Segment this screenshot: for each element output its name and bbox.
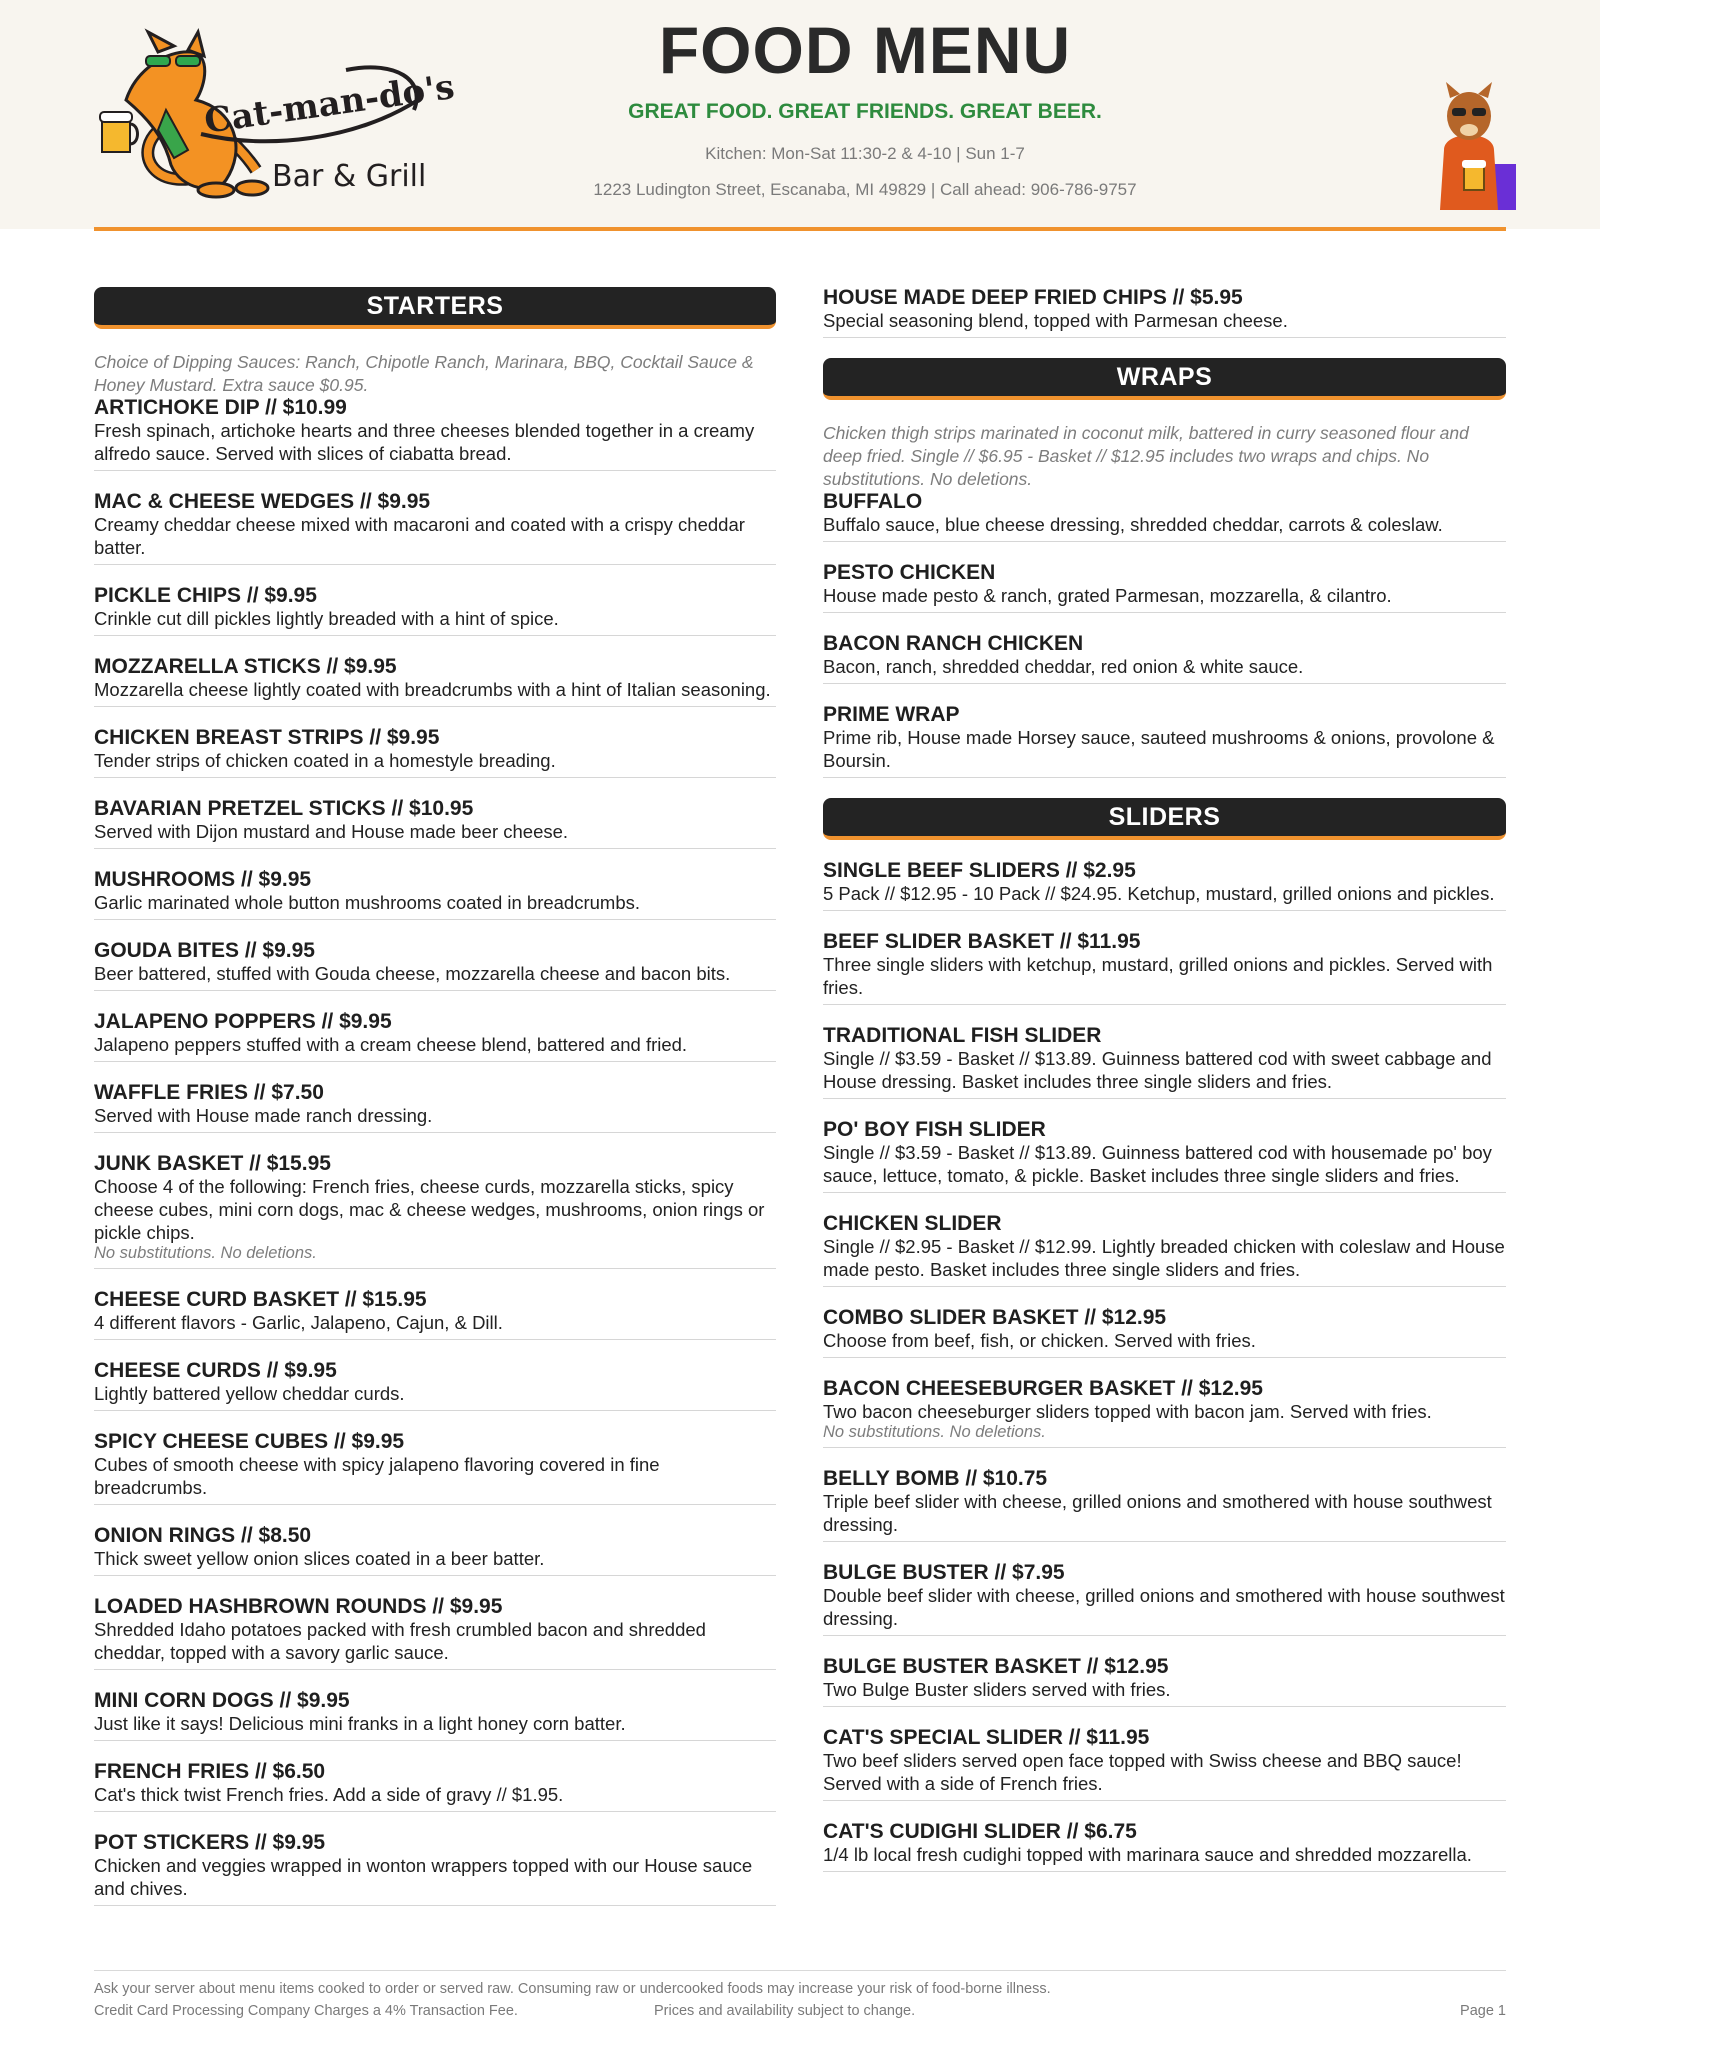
- menu-item: [823, 1307, 1506, 1358]
- menu-item-title: [823, 931, 1506, 953]
- menu-item: [94, 940, 776, 991]
- menu-item-description: Crinkle cut dill pickles lightly breaded with a hint of spice.: [94, 608, 559, 629]
- menu-item-title: [94, 1761, 776, 1783]
- menu-item-title: [823, 1656, 1506, 1678]
- tagline: GREAT FOOD. GREAT FRIENDS. GREAT BEER.: [628, 100, 1102, 123]
- starters-list: [94, 397, 776, 1906]
- menu-item-description: Triple beef slider with cheese, grilled onions and smothered with house southwest dressing.: [823, 1491, 1492, 1535]
- menu-item-price: // $9.95: [241, 584, 317, 607]
- menu-item: [823, 1119, 1506, 1193]
- menu-item-title: [823, 633, 1506, 655]
- menu-item-title: [823, 1821, 1506, 1843]
- menu-item-name: PO' BOY FISH SLIDER: [823, 1118, 1046, 1141]
- menu-item: [94, 585, 776, 636]
- menu-item-price: // $5.95: [1166, 286, 1243, 309]
- menu-item-description: Cat's thick twist French fries. Add a side of gravy // $1.95.: [94, 1784, 564, 1805]
- menu-item-title: [823, 1119, 1506, 1141]
- menu-item-price: // $9.95: [328, 1430, 405, 1453]
- chips-list: [823, 287, 1506, 338]
- menu-item-title: [94, 656, 776, 678]
- menu-item-title: [94, 1832, 776, 1854]
- menu-item-name: ARTICHOKE DIP: [94, 396, 260, 419]
- menu-item-name: POT STICKERS: [94, 1831, 250, 1854]
- menu-item: [94, 397, 776, 471]
- footer-availability: Prices and availability subject to change.: [654, 2003, 916, 2019]
- menu-item-name: WAFFLE FRIES: [94, 1081, 248, 1104]
- menu-item-description: Two bacon cheeseburger sliders topped with bacon jam. Served with fries.: [823, 1401, 1432, 1422]
- wraps-list: [823, 491, 1506, 778]
- menu-item-name: GOUDA BITES: [94, 939, 240, 962]
- menu-item-description: Bacon, ranch, shredded cheddar, red onion & white sauce.: [823, 656, 1304, 677]
- menu-item-name: PESTO CHICKEN: [823, 561, 996, 584]
- menu-item-title: [94, 1360, 776, 1382]
- menu-item-name: CHICKEN SLIDER: [823, 1212, 1002, 1235]
- menu-item-title: [94, 1011, 776, 1033]
- menu-item-description: Three single sliders with ketchup, mustard, grilled onions and pickles. Served with fries.: [823, 954, 1493, 998]
- menu-item-description: Single // $2.95 - Basket // $12.99. Lightly breaded chicken with coleslaw and House made pesto. Basket includes three single sliders and fries.: [823, 1236, 1505, 1280]
- menu-item-price: // $6.75: [1060, 1820, 1137, 1843]
- menu-item-title: [94, 491, 776, 513]
- menu-item-title: [94, 1082, 776, 1104]
- menu-item-title: [823, 562, 1506, 584]
- menu-item-title: [94, 798, 776, 820]
- menu-item-title: [94, 1690, 776, 1712]
- menu-item-title: [823, 1378, 1506, 1400]
- menu-item-name: CHICKEN BREAST STRIPS: [94, 726, 364, 749]
- menu-item-price: // $9.95: [235, 868, 312, 891]
- wraps-note: Chicken thigh strips marinated in coconut milk, battered in curry seasoned flour and deep fried. Single // $6.95 - Basket // $12.95 includes two wraps and chips. No substitutions. No deletions.: [823, 423, 1469, 489]
- menu-item-name: LOADED HASHBROWN ROUNDS: [94, 1595, 427, 1618]
- menu-item-price: // $7.50: [248, 1081, 324, 1104]
- menu-item: [94, 1289, 776, 1340]
- menu-item-title: [823, 1307, 1506, 1329]
- menu-item-price: // $9.95: [260, 1359, 337, 1382]
- sliders-list: [823, 860, 1506, 1872]
- menu-item: [823, 1378, 1506, 1448]
- menu-item-name: BULGE BUSTER BASKET: [823, 1655, 1081, 1678]
- menu-item: [823, 1025, 1506, 1099]
- menu-item-price: // $10.75: [959, 1467, 1048, 1490]
- menu-item-description: Single // $3.59 - Basket // $13.89. Guinness battered cod with sweet cabbage and House dressing. Basket includes three single sliders and fries.: [823, 1048, 1492, 1092]
- menu-item-price: // $9.95: [426, 1595, 503, 1618]
- menu-item: [823, 1213, 1506, 1287]
- menu-item: [94, 727, 776, 778]
- menu-item-price: // $9.95: [315, 1010, 392, 1033]
- menu-item-description: Beer battered, stuffed with Gouda cheese, mozzarella cheese and bacon bits.: [94, 963, 731, 984]
- menu-item-description: 4 different flavors - Garlic, Jalapeno, Cajun, & Dill.: [94, 1312, 503, 1333]
- menu-item-name: TRADITIONAL FISH SLIDER: [823, 1024, 1102, 1047]
- menu-item-price: // $12.95: [1080, 1655, 1169, 1678]
- menu-item-name: BAVARIAN PRETZEL STICKS: [94, 797, 386, 820]
- menu-item-description: Two Bulge Buster sliders served with fries.: [823, 1679, 1171, 1700]
- starters-heading: STARTERS: [94, 287, 776, 329]
- menu-item-description: Garlic marinated whole button mushrooms coated in breadcrumbs.: [94, 892, 641, 913]
- menu-item: [94, 1525, 776, 1576]
- menu-item-title: [823, 491, 1506, 513]
- footer-row: [94, 2003, 1506, 2025]
- footer: [94, 1970, 1506, 2025]
- menu-item-description: Single // $3.59 - Basket // $13.89. Guinness battered cod with housemade po' boy sauce, lettuce, tomato, & pickle. Basket includes three single sliders and fries.: [823, 1142, 1492, 1186]
- menu-item: [94, 1360, 776, 1411]
- menu-item: [823, 491, 1506, 542]
- page-title: FOOD MENU: [658, 13, 1072, 87]
- menu-item-description: Lightly battered yellow cheddar curds.: [94, 1383, 405, 1404]
- menu-item: [823, 1468, 1506, 1542]
- menu-item-title: [94, 940, 776, 962]
- address-line: 1223 Ludington Street, Escanaba, MI 49829 | Call ahead: 906-786-9757: [593, 180, 1137, 199]
- menu-item-note: No substitutions. No deletions.: [94, 1244, 317, 1262]
- menu-item-title: [94, 869, 776, 891]
- menu-item: [94, 1082, 776, 1133]
- menu-item-title: [94, 397, 776, 419]
- menu-item-title: [823, 1562, 1506, 1584]
- menu-item-price: // $9.95: [354, 490, 431, 513]
- menu-item: [94, 1011, 776, 1062]
- menu-item: [823, 562, 1506, 613]
- menu-item: [94, 1596, 776, 1670]
- menu-item-name: BEEF SLIDER BASKET: [823, 930, 1055, 953]
- menu-item-description: Served with House made ranch dressing.: [94, 1105, 433, 1126]
- menu-item: [94, 1153, 776, 1269]
- footer-disclaimer: Ask your server about menu items cooked to order or served raw. Consuming raw or undercooked foods may increase your risk of food-borne illness.: [94, 1981, 1051, 1997]
- menu-item-name: CAT'S CUDIGHI SLIDER: [823, 1820, 1061, 1843]
- menu-item-description: Prime rib, House made Horsey sauce, sauteed mushrooms & onions, provolone & Boursin.: [823, 727, 1495, 771]
- menu-item-title: [823, 1727, 1506, 1749]
- menu-item-price: // $11.95: [1054, 930, 1141, 953]
- menu-item-note: No substitutions. No deletions.: [823, 1423, 1046, 1441]
- menu-item-name: SPICY CHEESE CUBES: [94, 1430, 329, 1453]
- menu-item-price: // $6.50: [249, 1760, 326, 1783]
- menu-item-title: [94, 585, 776, 607]
- menu-item: [823, 633, 1506, 684]
- menu-item-price: // $9.95: [249, 1831, 326, 1854]
- starters-note: Choice of Dipping Sauces: Ranch, Chipotle Ranch, Marinara, BBQ, Cocktail Sauce & Honey Mustard. Extra sauce $0.95.: [94, 352, 754, 395]
- header-divider: [94, 227, 1506, 231]
- menu-item: [94, 1832, 776, 1906]
- menu-item-description: Served with Dijon mustard and House made beer cheese.: [94, 821, 569, 842]
- menu-item-description: Choose from beef, fish, or chicken. Served with fries.: [823, 1330, 1256, 1351]
- menu-item-title: [823, 860, 1506, 882]
- page-number: Page 1: [1460, 2003, 1506, 2019]
- menu-item-description: Shredded Idaho potatoes packed with fresh crumbled bacon and shredded cheddar, topped with a savory garlic sauce.: [94, 1619, 706, 1663]
- menu-item-title: [94, 1289, 776, 1311]
- menu-item-description: Thick sweet yellow onion slices coated in a beer batter.: [94, 1548, 545, 1569]
- menu-item-name: MUSHROOMS: [94, 868, 236, 891]
- menu-item-name: MOZZARELLA STICKS: [94, 655, 321, 678]
- menu-item-price: // $10.99: [259, 396, 347, 419]
- menu-item-title: [94, 1596, 776, 1618]
- menu-item-description: 5 Pack // $12.95 - 10 Pack // $24.95. Ketchup, mustard, grilled onions and pickles.: [823, 883, 1495, 904]
- menu-item: [823, 1656, 1506, 1707]
- menu-item-name: CHEESE CURDS: [94, 1359, 261, 1382]
- menu-item-name: BACON CHEESEBURGER BASKET: [823, 1377, 1176, 1400]
- menu-item-title: [823, 1468, 1506, 1490]
- menu-item-title: [94, 1153, 776, 1175]
- menu-item-description: Choose 4 of the following: French fries, cheese curds, mozzarella sticks, spicy cheese cubes, mini corn dogs, mac & cheese wedges, mushrooms, onion rings or pickle chips.: [94, 1176, 765, 1243]
- wraps-heading: WRAPS: [823, 358, 1506, 400]
- menu-item-title: [94, 727, 776, 749]
- menu-item-price: // $9.95: [273, 1689, 350, 1712]
- menu-item-description: Double beef slider with cheese, grilled onions and smothered with house southwest dressing.: [823, 1585, 1505, 1629]
- menu-item-price: // $9.95: [320, 655, 397, 678]
- menu-item-title: [94, 1431, 776, 1453]
- menu-item-description: House made pesto & ranch, grated Parmesan, mozzarella, & cilantro.: [823, 585, 1392, 606]
- menu-item-name: MAC & CHEESE WEDGES: [94, 490, 355, 513]
- menu-item-name: CHEESE CURD BASKET: [94, 1288, 340, 1311]
- menu-item: [823, 931, 1506, 1005]
- menu-item-price: // $12.95: [1175, 1377, 1263, 1400]
- sliders-gap: [823, 840, 1506, 846]
- menu-item-name: BULGE BUSTER: [823, 1561, 989, 1584]
- menu-item-name: PICKLE CHIPS: [94, 584, 242, 607]
- menu-item-description: Jalapeno peppers stuffed with a cream cheese blend, battered and fried.: [94, 1034, 688, 1055]
- sliders-heading: SLIDERS: [823, 798, 1506, 840]
- menu-item-name: FRENCH FRIES: [94, 1760, 250, 1783]
- menu-item-description: Mozzarella cheese lightly coated with breadcrumbs with a hint of Italian seasoning.: [94, 679, 771, 700]
- menu-item-description: Cubes of smooth cheese with spicy jalapeno flavoring covered in fine breadcrumbs.: [94, 1454, 660, 1498]
- menu-item: [94, 869, 776, 920]
- menu-item: [823, 704, 1506, 778]
- menu-item-price: // $2.95: [1059, 859, 1136, 882]
- menu-item-description: Special seasoning blend, topped with Parmesan cheese.: [823, 310, 1288, 331]
- menu-item: [94, 656, 776, 707]
- menu-item: [94, 1690, 776, 1741]
- menu-item-description: Two beef sliders served open face topped with Swiss cheese and BBQ sauce! Served with a side of French fries.: [823, 1750, 1462, 1794]
- menu-item: [823, 1821, 1506, 1872]
- menu-item-name: HOUSE MADE DEEP FRIED CHIPS: [823, 286, 1167, 309]
- menu-item-description: Creamy cheddar cheese mixed with macaroni and coated with a crispy cheddar batter.: [94, 514, 745, 558]
- menu-item-title: [823, 704, 1506, 726]
- menu-item-price: // $11.95: [1062, 1726, 1150, 1749]
- footer-cc-fee: Credit Card Processing Company Charges a 4% Transaction Fee.: [94, 2003, 518, 2019]
- menu-item: [94, 491, 776, 565]
- menu-item-description: Buffalo sauce, blue cheese dressing, shredded cheddar, carrots & coleslaw.: [823, 514, 1443, 535]
- menu-item-price: // $10.95: [385, 797, 474, 820]
- menu-item-name: JUNK BASKET: [94, 1152, 244, 1175]
- menu-item-name: BACON RANCH CHICKEN: [823, 632, 1084, 655]
- svg-text:Bar & Grill: Bar & Grill: [272, 159, 427, 194]
- menu-item: [823, 1727, 1506, 1801]
- menu-item-title: [823, 287, 1506, 309]
- menu-item-description: Tender strips of chicken coated in a homestyle breading.: [94, 750, 556, 771]
- menu-item: [823, 287, 1506, 338]
- right-column: [823, 287, 1506, 1892]
- menu-item: [94, 1431, 776, 1505]
- menu-item-name: JALAPENO POPPERS: [94, 1010, 316, 1033]
- menu-item-price: // $8.50: [235, 1524, 312, 1547]
- menu-item-description: Just like it says! Delicious mini franks in a light honey corn batter.: [94, 1713, 626, 1734]
- menu-item: [94, 1761, 776, 1812]
- kitchen-hours: Kitchen: Mon-Sat 11:30-2 & 4-10 | Sun 1-7: [705, 144, 1025, 163]
- menu-item-price: // $9.95: [363, 726, 440, 749]
- menu-item: [94, 798, 776, 849]
- left-column: [94, 287, 776, 1926]
- menu-item-title: [823, 1025, 1506, 1047]
- menu-item-name: COMBO SLIDER BASKET: [823, 1306, 1079, 1329]
- menu-item-name: ONION RINGS: [94, 1524, 236, 1547]
- menu-item-description: Fresh spinach, artichoke hearts and three cheeses blended together in a creamy alfredo sauce. Served with slices of ciabatta bread.: [94, 420, 755, 464]
- menu-item-name: BUFFALO: [823, 490, 923, 513]
- menu-item-name: CAT'S SPECIAL SLIDER: [823, 1726, 1063, 1749]
- menu-item-price: // $12.95: [1078, 1306, 1167, 1329]
- menu-item-price: // $7.95: [988, 1561, 1065, 1584]
- menu-item-title: [94, 1525, 776, 1547]
- menu-item-price: // $15.95: [339, 1288, 427, 1311]
- menu-item-price: // $9.95: [239, 939, 315, 962]
- menu-item: [823, 1562, 1506, 1636]
- menu-item-description: Chicken and veggies wrapped in wonton wrappers topped with our House sauce and chives.: [94, 1855, 753, 1899]
- menu-item: [823, 860, 1506, 911]
- menu-item-name: MINI CORN DOGS: [94, 1689, 274, 1712]
- menu-item-name: BELLY BOMB: [823, 1467, 960, 1490]
- menu-item-name: SINGLE BEEF SLIDERS: [823, 859, 1060, 882]
- menu-item-price: // $15.95: [243, 1152, 331, 1175]
- menu-item-title: [823, 1213, 1506, 1235]
- menu-item-description: 1/4 lb local fresh cudighi topped with marinara sauce and shredded mozzarella.: [823, 1844, 1472, 1865]
- svg-text:Cat-man-do's: Cat-man-do's: [201, 66, 457, 142]
- menu-item-name: PRIME WRAP: [823, 703, 960, 726]
